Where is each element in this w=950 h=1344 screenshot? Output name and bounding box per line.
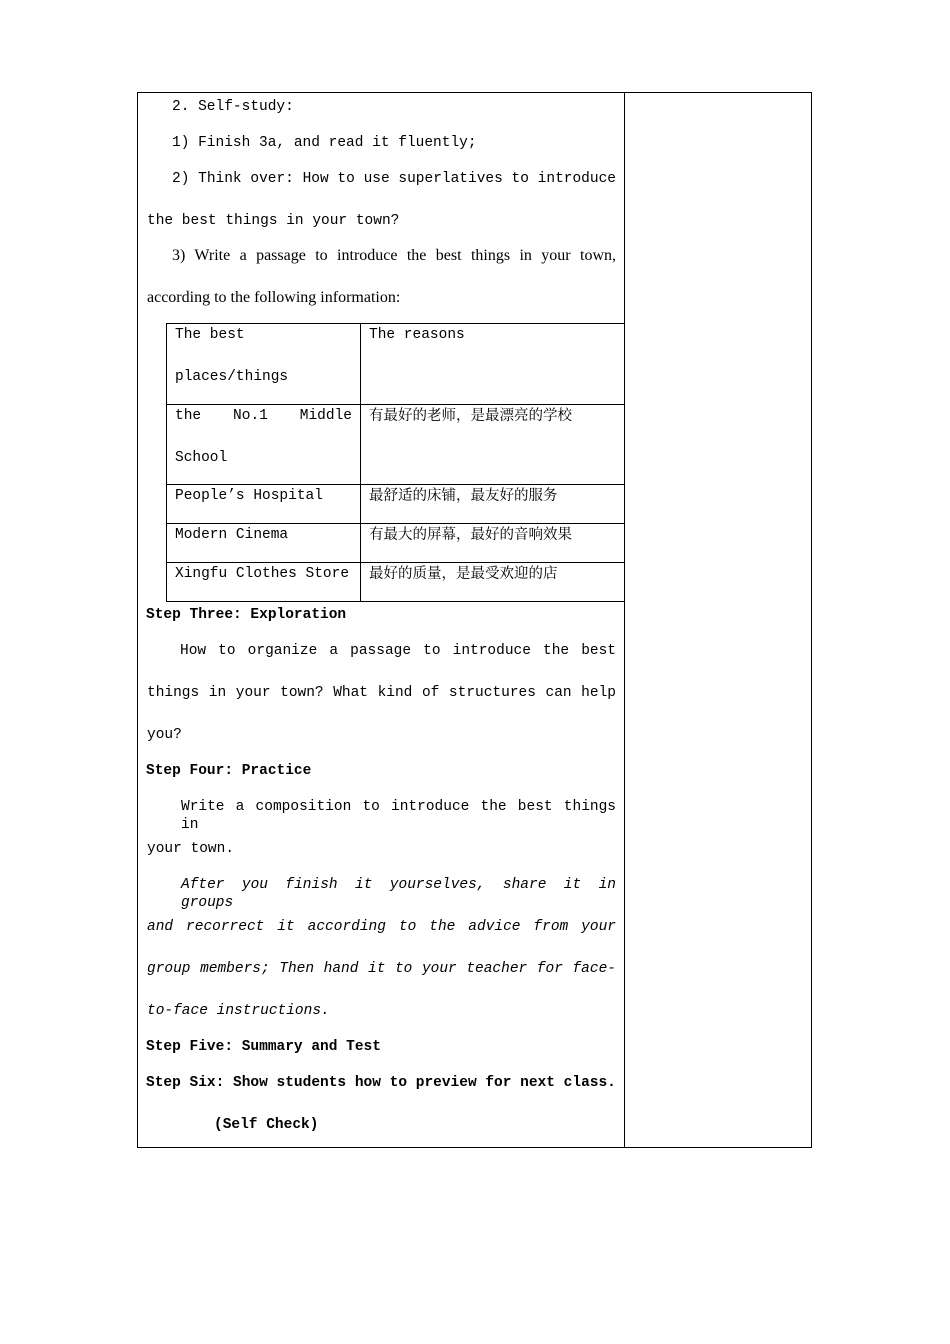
header-reasons: The reasons — [361, 324, 625, 405]
lesson-plan-table — [137, 92, 812, 1148]
step-four-italic-line-3: group members; Then hand it to your teacher for face- — [147, 961, 616, 977]
self-study-item-2-line-2: the best things in your town? — [147, 213, 400, 229]
step-four-line-1: Write a composition to introduce the best things in — [181, 799, 616, 833]
table-row — [167, 524, 625, 563]
step-three-line-2: things in your town? What kind of structures can help — [147, 685, 616, 701]
self-study-item-2-line-1: 2) Think over: How to use superlatives to introduce — [172, 171, 616, 187]
table-row — [167, 485, 625, 524]
self-study-item-3-line-1: 3) Write a passage to introduce the best things in your town, — [172, 247, 616, 264]
step-six-title: Step Six: Show students how to preview for next class. — [146, 1075, 616, 1091]
reason-cell: 最舒适的床铺，最友好的服务 — [361, 485, 625, 524]
step-six-subtitle: (Self Check) — [214, 1117, 319, 1133]
reason-cell: 最好的质量，是最受欢迎的店 — [361, 563, 625, 602]
step-four-italic-line-1: After you finish it yourselves, share it in groups — [181, 877, 616, 911]
reason-cell: 有最大的屏幕，最好的音响效果 — [361, 524, 625, 563]
step-four-italic-line-2: and recorrect it according to the advice from your — [147, 919, 616, 935]
step-four-italic-line-4: to-face instructions. — [147, 1003, 330, 1019]
header-places: The best places/things — [167, 324, 361, 405]
self-study-item-3-line-2: according to the following information: — [147, 289, 401, 306]
table-header-row — [167, 324, 625, 405]
step-three-title: Step Three: Exploration — [146, 607, 347, 623]
reason-cell: 有最好的老师，是最漂亮的学校 — [361, 405, 625, 485]
step-three-line-1: How to organize a passage to introduce the best — [180, 643, 616, 659]
place-cell: Modern Cinema — [167, 524, 361, 563]
step-five-title: Step Five: Summary and Test — [146, 1039, 381, 1055]
table-row — [167, 563, 625, 602]
place-cell: the No.1 Middle School — [167, 405, 361, 485]
step-four-line-2: your town. — [147, 841, 235, 857]
self-study-heading: 2. Self-study: — [172, 99, 294, 115]
step-four-title: Step Four: Practice — [146, 763, 312, 779]
column-divider — [624, 93, 625, 1147]
best-things-table — [166, 323, 625, 602]
step-three-line-3: you? — [147, 727, 182, 743]
self-study-item-1: 1) Finish 3a, and read it fluently; — [172, 135, 477, 151]
table-row — [167, 405, 625, 485]
place-cell: Xingfu Clothes Store — [167, 563, 361, 602]
place-cell: People’s Hospital — [167, 485, 361, 524]
